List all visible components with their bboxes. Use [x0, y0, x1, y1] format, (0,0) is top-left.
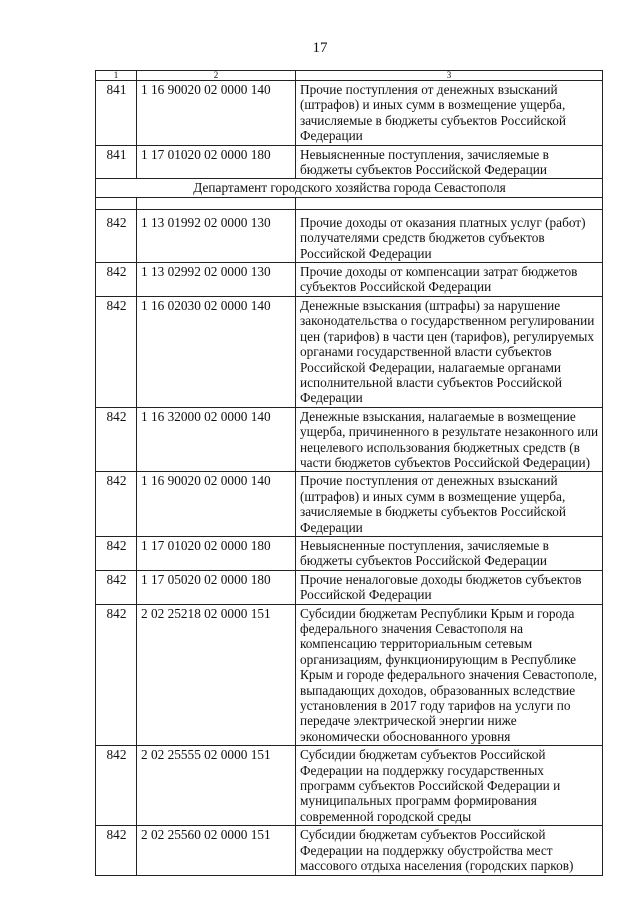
- revenue-name-cell: Субсидии бюджетам Республики Крым и города федерального значения Севастополя на компенсацию территориальным сетевым организациям, функционирующим в Республике Крым и городе федерального значения Севастополе, выпадающих доходов, образованных вследствие установления в 2017 году тарифов на услуги по передаче электрической энергии ниже экономически обоснованного уровня: [296, 604, 603, 746]
- revenue-code-cell: 1 16 32000 02 0000 140: [137, 407, 296, 472]
- section-heading-row: [96, 179, 603, 197]
- blank-cell: [137, 197, 296, 209]
- chapter-code-cell: 842: [96, 746, 137, 826]
- revenue-code-cell: 1 13 02992 02 0000 130: [137, 263, 296, 297]
- revenue-code-cell: 1 17 01020 02 0000 180: [137, 145, 296, 179]
- table-row: [96, 536, 603, 570]
- chapter-code-cell: 842: [96, 407, 137, 472]
- revenue-name-cell: Прочие неналоговые доходы бюджетов субъектов Российской Федерации: [296, 570, 603, 604]
- table-row: [96, 826, 603, 875]
- revenue-code-cell: 1 13 01992 02 0000 130: [137, 209, 296, 262]
- revenue-name-cell: Денежные взыскания (штрафы) за нарушение законодательства о государственном регулировании цен (тарифов) в части цен (тарифов), регулируемых органами государственной власти субъектов Российской Федерации, налагаемые органами исполнительной власти субъектов Российской Федерации: [296, 296, 603, 407]
- blank-cell: [296, 197, 603, 209]
- revenue-code-cell: 1 16 90020 02 0000 140: [137, 81, 296, 146]
- table-row: [96, 407, 603, 472]
- table-row: [96, 570, 603, 604]
- revenue-codes-table: [95, 70, 603, 876]
- chapter-code-cell: 842: [96, 296, 137, 407]
- table-row: [96, 604, 603, 746]
- chapter-code-cell: 842: [96, 826, 137, 875]
- revenue-name-cell: Субсидии бюджетам субъектов Российской Федерации на поддержку государственных программ субъектов Российской Федерации и муниципальных программ формирования современной городской среды: [296, 746, 603, 826]
- column-number-header-row: [96, 71, 603, 81]
- revenue-code-cell: 2 02 25555 02 0000 151: [137, 746, 296, 826]
- revenue-code-cell: 1 17 05020 02 0000 180: [137, 570, 296, 604]
- chapter-code-cell: 842: [96, 604, 137, 746]
- department-heading: Департамент городского хозяйства города Севастополя: [96, 179, 603, 197]
- revenue-code-cell: 1 16 90020 02 0000 140: [137, 472, 296, 537]
- blank-spacer-row: [96, 197, 603, 209]
- chapter-code-cell: 842: [96, 570, 137, 604]
- table-row: [96, 209, 603, 262]
- chapter-code-cell: 842: [96, 263, 137, 297]
- chapter-code-cell: 841: [96, 145, 137, 179]
- table-row: [96, 296, 603, 407]
- revenue-name-cell: Денежные взыскания, налагаемые в возмещение ущерба, причиненного в результате незаконного или нецелевого использования бюджетных средств (в части бюджетов субъектов Российской Федерации): [296, 407, 603, 472]
- chapter-code-cell: 842: [96, 536, 137, 570]
- blank-cell: [96, 197, 137, 209]
- table-row: [96, 81, 603, 146]
- revenue-name-cell: Прочие поступления от денежных взысканий (штрафов) и иных сумм в возмещение ущерба, зачисляемые в бюджеты субъектов Российской Федерации: [296, 472, 603, 537]
- revenue-code-cell: 1 16 02030 02 0000 140: [137, 296, 296, 407]
- revenue-code-cell: 2 02 25218 02 0000 151: [137, 604, 296, 746]
- table-row: [96, 263, 603, 297]
- chapter-code-cell: 842: [96, 209, 137, 262]
- column-number-1: 1: [96, 71, 137, 81]
- revenue-name-cell: Субсидии бюджетам субъектов Российской Федерации на поддержку обустройства мест массового отдыха населения (городских парков): [296, 826, 603, 875]
- revenue-code-cell: 2 02 25560 02 0000 151: [137, 826, 296, 875]
- table-row: [96, 472, 603, 537]
- revenue-name-cell: Невыясненные поступления, зачисляемые в бюджеты субъектов Российской Федерации: [296, 536, 603, 570]
- chapter-code-cell: 841: [96, 81, 137, 146]
- table-row: [96, 746, 603, 826]
- page-number: 17: [312, 40, 328, 56]
- column-number-3: 3: [296, 71, 603, 81]
- column-number-2: 2: [137, 71, 296, 81]
- chapter-code-cell: 842: [96, 472, 137, 537]
- revenue-name-cell: Прочие доходы от компенсации затрат бюджетов субъектов Российской Федерации: [296, 263, 603, 297]
- revenue-code-cell: 1 17 01020 02 0000 180: [137, 536, 296, 570]
- table-row: [96, 145, 603, 179]
- revenue-name-cell: Невыясненные поступления, зачисляемые в бюджеты субъектов Российской Федерации: [296, 145, 603, 179]
- revenue-name-cell: Прочие поступления от денежных взысканий (штрафов) и иных сумм в возмещение ущерба, зачисляемые в бюджеты субъектов Российской Федерации: [296, 81, 603, 146]
- revenue-name-cell: Прочие доходы от оказания платных услуг (работ) получателями средств бюджетов субъектов Российской Федерации: [296, 209, 603, 262]
